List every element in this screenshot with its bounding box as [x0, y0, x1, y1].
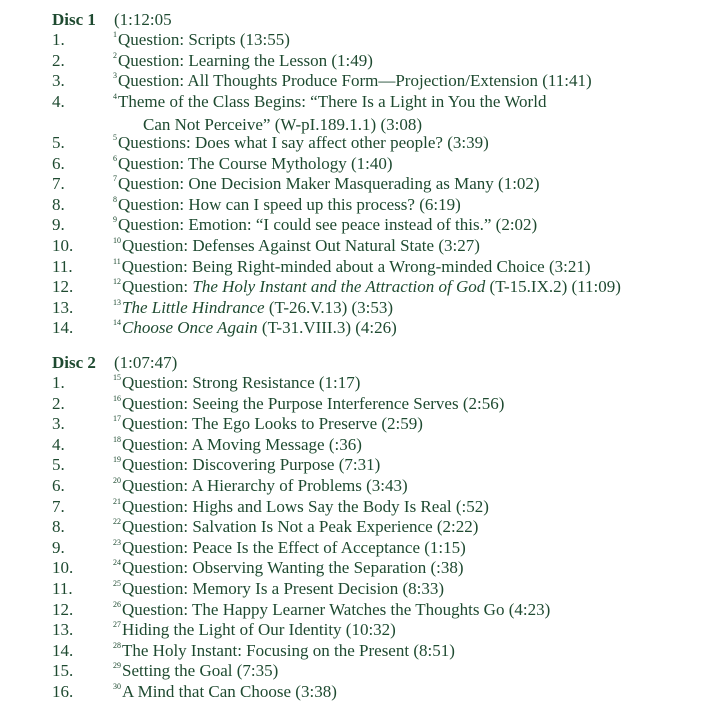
track-item: [0, 497, 720, 518]
cue-marker: 11: [113, 256, 121, 266]
track-title: [113, 682, 712, 706]
track-title-text: Question: Discovering Purpose (7:31): [122, 455, 381, 475]
cue-marker: 19: [113, 455, 121, 465]
cue-marker: 6: [113, 153, 117, 163]
track-item: [0, 236, 720, 257]
track-item: [0, 620, 720, 641]
track-title-text: Question: Emotion: “I could see peace instead of this.” (2:02): [118, 215, 538, 235]
track-title-italic: The Holy Instant and the Attraction of God: [192, 277, 486, 297]
track-number: 13.: [52, 297, 74, 317]
track-title-italic: Choose Once Again: [122, 318, 258, 338]
track-number: 12.: [52, 277, 74, 297]
cue-marker: 8: [113, 194, 117, 204]
disc-1-duration: (1:12:05: [114, 10, 172, 29]
disc-2-duration: (1:07:47): [114, 353, 178, 372]
track-item: [0, 641, 720, 662]
track-number: 9.: [52, 215, 65, 235]
disc-2-section: [0, 353, 720, 703]
track-item: [0, 517, 720, 538]
track-title-text: Question: Strong Resistance (1:17): [122, 373, 361, 392]
track-title-text: Setting the Goal (7:35): [122, 661, 279, 681]
cue-marker: 16: [113, 393, 121, 403]
cue-marker: 18: [113, 434, 121, 444]
cue-marker: 3: [113, 71, 117, 81]
track-title-italic: The Little Hindrance: [122, 297, 265, 317]
disc-2-title: Disc 2: [52, 353, 96, 372]
track-title-text: Question: Learning the Lesson (1:49): [118, 50, 373, 70]
disc-2-header: [0, 353, 720, 373]
track-item: [0, 51, 720, 72]
track-item: [0, 373, 720, 394]
track-number: 5.: [52, 455, 65, 475]
track-item: [0, 71, 720, 92]
cue-marker: 26: [113, 599, 121, 609]
track-number: 14.: [52, 640, 74, 660]
track-item: [0, 414, 720, 435]
cue-marker: 24: [113, 558, 121, 568]
cue-marker: 7: [113, 174, 117, 184]
track-number: 10.: [52, 558, 74, 578]
track-title-text: Question: Scripts (13:55): [118, 30, 290, 49]
track-title-text: Question: The Happy Learner Watches the Thoughts Go (4:23): [122, 599, 551, 619]
cue-marker: 25: [113, 578, 121, 588]
track-title-text: The Holy Instant: Focusing on the Present (8:51): [122, 640, 455, 660]
track-number: 4.: [52, 434, 65, 454]
track-title-text: Question: All Thoughts Produce Form—Projection/Extension (11:41): [118, 71, 592, 91]
track-title-text: Question: Defenses Against Out Natural State (3:27): [122, 235, 480, 255]
track-title-text: Question: How can I speed up this process? (6:19): [118, 194, 461, 214]
track-title-text: Question: Peace Is the Effect of Acceptance (1:15): [122, 537, 466, 557]
track-item: [0, 133, 720, 154]
cue-marker: 15: [113, 373, 121, 382]
track-item: [0, 30, 720, 51]
track-title-text: Theme of the Class Begins: “There Is a Light in You the World: [118, 91, 547, 111]
track-title-text: Question: Salvation Is Not a Peak Experience (2:22): [122, 517, 479, 537]
cue-marker: 28: [113, 640, 121, 650]
track-number: 4.: [52, 91, 65, 111]
track-title-text: Question: A Moving Message (:36): [122, 434, 362, 454]
track-number: 9.: [52, 537, 65, 557]
track-item: [0, 455, 720, 476]
cue-marker: 4: [113, 91, 117, 101]
track-number: 7.: [52, 496, 65, 516]
disc-1-title: Disc 1: [52, 10, 96, 29]
track-title-text: A Mind that Can Choose (3:38): [122, 681, 337, 701]
cue-marker: 20: [113, 475, 121, 485]
track-number: 8.: [52, 194, 65, 214]
cue-marker: 27: [113, 620, 121, 630]
track-number: 13.: [52, 620, 74, 640]
disc-1-section: [0, 10, 720, 339]
cue-marker: 29: [113, 661, 121, 671]
track-item: [0, 435, 720, 456]
track-title-text: Question:: [122, 277, 193, 297]
cue-marker: 22: [113, 517, 121, 527]
cue-marker: 13: [113, 297, 121, 307]
track-title-text: Hiding the Light of Our Identity (10:32): [122, 620, 396, 640]
track-number: 14.: [52, 318, 74, 338]
track-number: 6.: [52, 153, 65, 173]
track-item: [0, 600, 720, 621]
track-title: [113, 318, 712, 342]
cue-marker: 30: [113, 681, 121, 691]
track-item: [0, 579, 720, 600]
track-number: 2.: [52, 50, 65, 70]
track-number: 10.: [52, 235, 74, 255]
disc-1-header: [0, 10, 720, 30]
track-title-text: Question: Memory Is a Present Decision (8:33): [122, 578, 444, 598]
track-number: 3.: [52, 71, 65, 91]
track-title-suffix: (T-26.V.13) (3:53): [264, 297, 394, 317]
track-number: 1.: [52, 373, 65, 392]
cue-marker: 2: [113, 50, 117, 60]
track-item: [0, 538, 720, 559]
cue-marker: 17: [113, 414, 121, 424]
track-item: [0, 394, 720, 415]
track-item: [0, 298, 720, 319]
cue-marker: 1: [113, 30, 117, 39]
cue-marker: 12: [113, 277, 121, 287]
track-title-text: Question: One Decision Maker Masquerading as Many (1:02): [118, 174, 540, 194]
track-number: 8.: [52, 517, 65, 537]
track-item: [0, 277, 720, 298]
track-item: [0, 195, 720, 216]
track-item: [0, 682, 720, 703]
disc-2-track-list: [0, 373, 720, 703]
track-number: 5.: [52, 132, 65, 152]
cue-marker: 14: [113, 318, 121, 328]
track-title-text: Question: Seeing the Purpose Interference Serves (2:56): [122, 393, 505, 413]
track-number: 11.: [52, 578, 73, 598]
track-title-suffix: (T-15.IX.2) (11:09): [485, 277, 621, 297]
track-title: [113, 92, 712, 136]
track-title-text: Question: Highs and Lows Say the Body Is Real (:52): [122, 496, 489, 516]
cue-marker: 23: [113, 537, 121, 547]
track-title-text: Question: Observing Wanting the Separation (:38): [122, 558, 464, 578]
track-number: 1.: [52, 30, 65, 49]
cue-marker: 9: [113, 215, 117, 225]
track-number: 15.: [52, 661, 74, 681]
track-title-continuation: Can Not Perceive” (W-pI.189.1.1) (3:08): [143, 115, 422, 135]
cue-marker: 21: [113, 496, 121, 506]
track-title-suffix: (T-31.VIII.3) (4:26): [257, 318, 397, 338]
track-number: 16.: [52, 681, 74, 701]
track-number: 7.: [52, 174, 65, 194]
disc-1-track-list: [0, 30, 720, 339]
track-title-text: Question: The Ego Looks to Preserve (2:59): [122, 414, 423, 434]
track-number: 2.: [52, 393, 65, 413]
track-item: [0, 92, 720, 133]
track-item: [0, 257, 720, 278]
track-title-text: Question: The Course Mythology (1:40): [118, 153, 393, 173]
track-item: [0, 661, 720, 682]
track-item: [0, 215, 720, 236]
track-item: [0, 154, 720, 175]
track-item: [0, 558, 720, 579]
track-title-text: Questions: Does what I say affect other people? (3:39): [118, 132, 489, 152]
track-title-text: Question: A Hierarchy of Problems (3:43): [122, 475, 408, 495]
track-title-text: Question: Being Right-minded about a Wrong-minded Choice (3:21): [121, 256, 591, 276]
track-number: 11.: [52, 256, 73, 276]
track-item: [0, 174, 720, 195]
track-number: 3.: [52, 414, 65, 434]
track-number: 6.: [52, 475, 65, 495]
cue-marker: 10: [113, 235, 121, 245]
track-item: [0, 476, 720, 497]
track-item: [0, 318, 720, 339]
track-number: 12.: [52, 599, 74, 619]
cue-marker: 5: [113, 132, 117, 142]
